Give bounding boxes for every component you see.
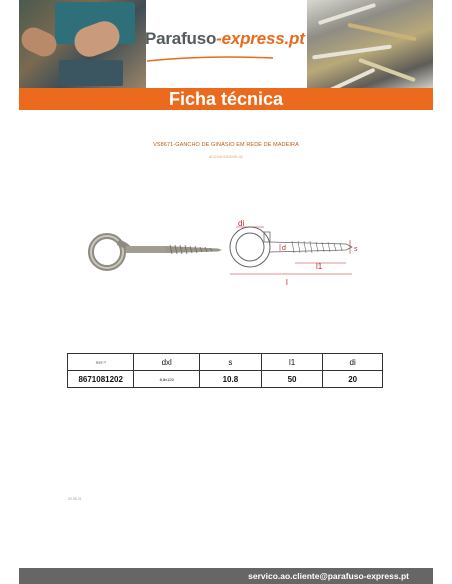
product-subtitle: ACO INOXIDAVEL A2 <box>208 155 244 159</box>
cell-di: 20 <box>323 371 383 388</box>
table-row <box>68 371 383 388</box>
label-s: s <box>354 246 358 253</box>
technical-drawing <box>80 205 380 295</box>
header-di: di <box>323 354 383 371</box>
document-date: 02.05.21 <box>68 497 82 501</box>
header-l1: l1 <box>261 354 323 371</box>
brand-suffix: -express.pt <box>216 29 305 48</box>
tools-photo <box>19 0 146 88</box>
hook-schematic <box>230 219 358 287</box>
label-di: di <box>238 219 245 228</box>
product-title: VS8671-GANCHO DE GINÁSIO EM REDE DE MADEIRA <box>153 142 299 148</box>
logo-swoosh <box>145 55 275 63</box>
cell-ref: 8671081202 <box>68 371 134 388</box>
spec-table <box>67 353 383 388</box>
brand-main: Parafuso <box>145 29 217 48</box>
contact-email-link[interactable]: servico.ao.cliente@parafuso-express.pt <box>248 571 409 581</box>
label-d: d <box>282 245 286 252</box>
cell-s: 10.8 <box>200 371 262 388</box>
cell-dxl: 8,8x120 <box>134 371 200 388</box>
header-dxl: dxl <box>134 354 200 371</box>
screws-photo <box>307 0 433 88</box>
header-s: s <box>200 354 262 371</box>
spec-table-header <box>68 354 383 371</box>
footer-bar <box>19 568 433 584</box>
header-ref: REF.ª <box>68 354 134 371</box>
brand-logo <box>145 29 305 49</box>
cell-l1: 50 <box>261 371 323 388</box>
label-l1: l1 <box>316 262 323 271</box>
hook-product-image <box>91 236 222 268</box>
label-l: l <box>286 278 288 287</box>
section-title: Ficha técnica <box>19 88 433 110</box>
